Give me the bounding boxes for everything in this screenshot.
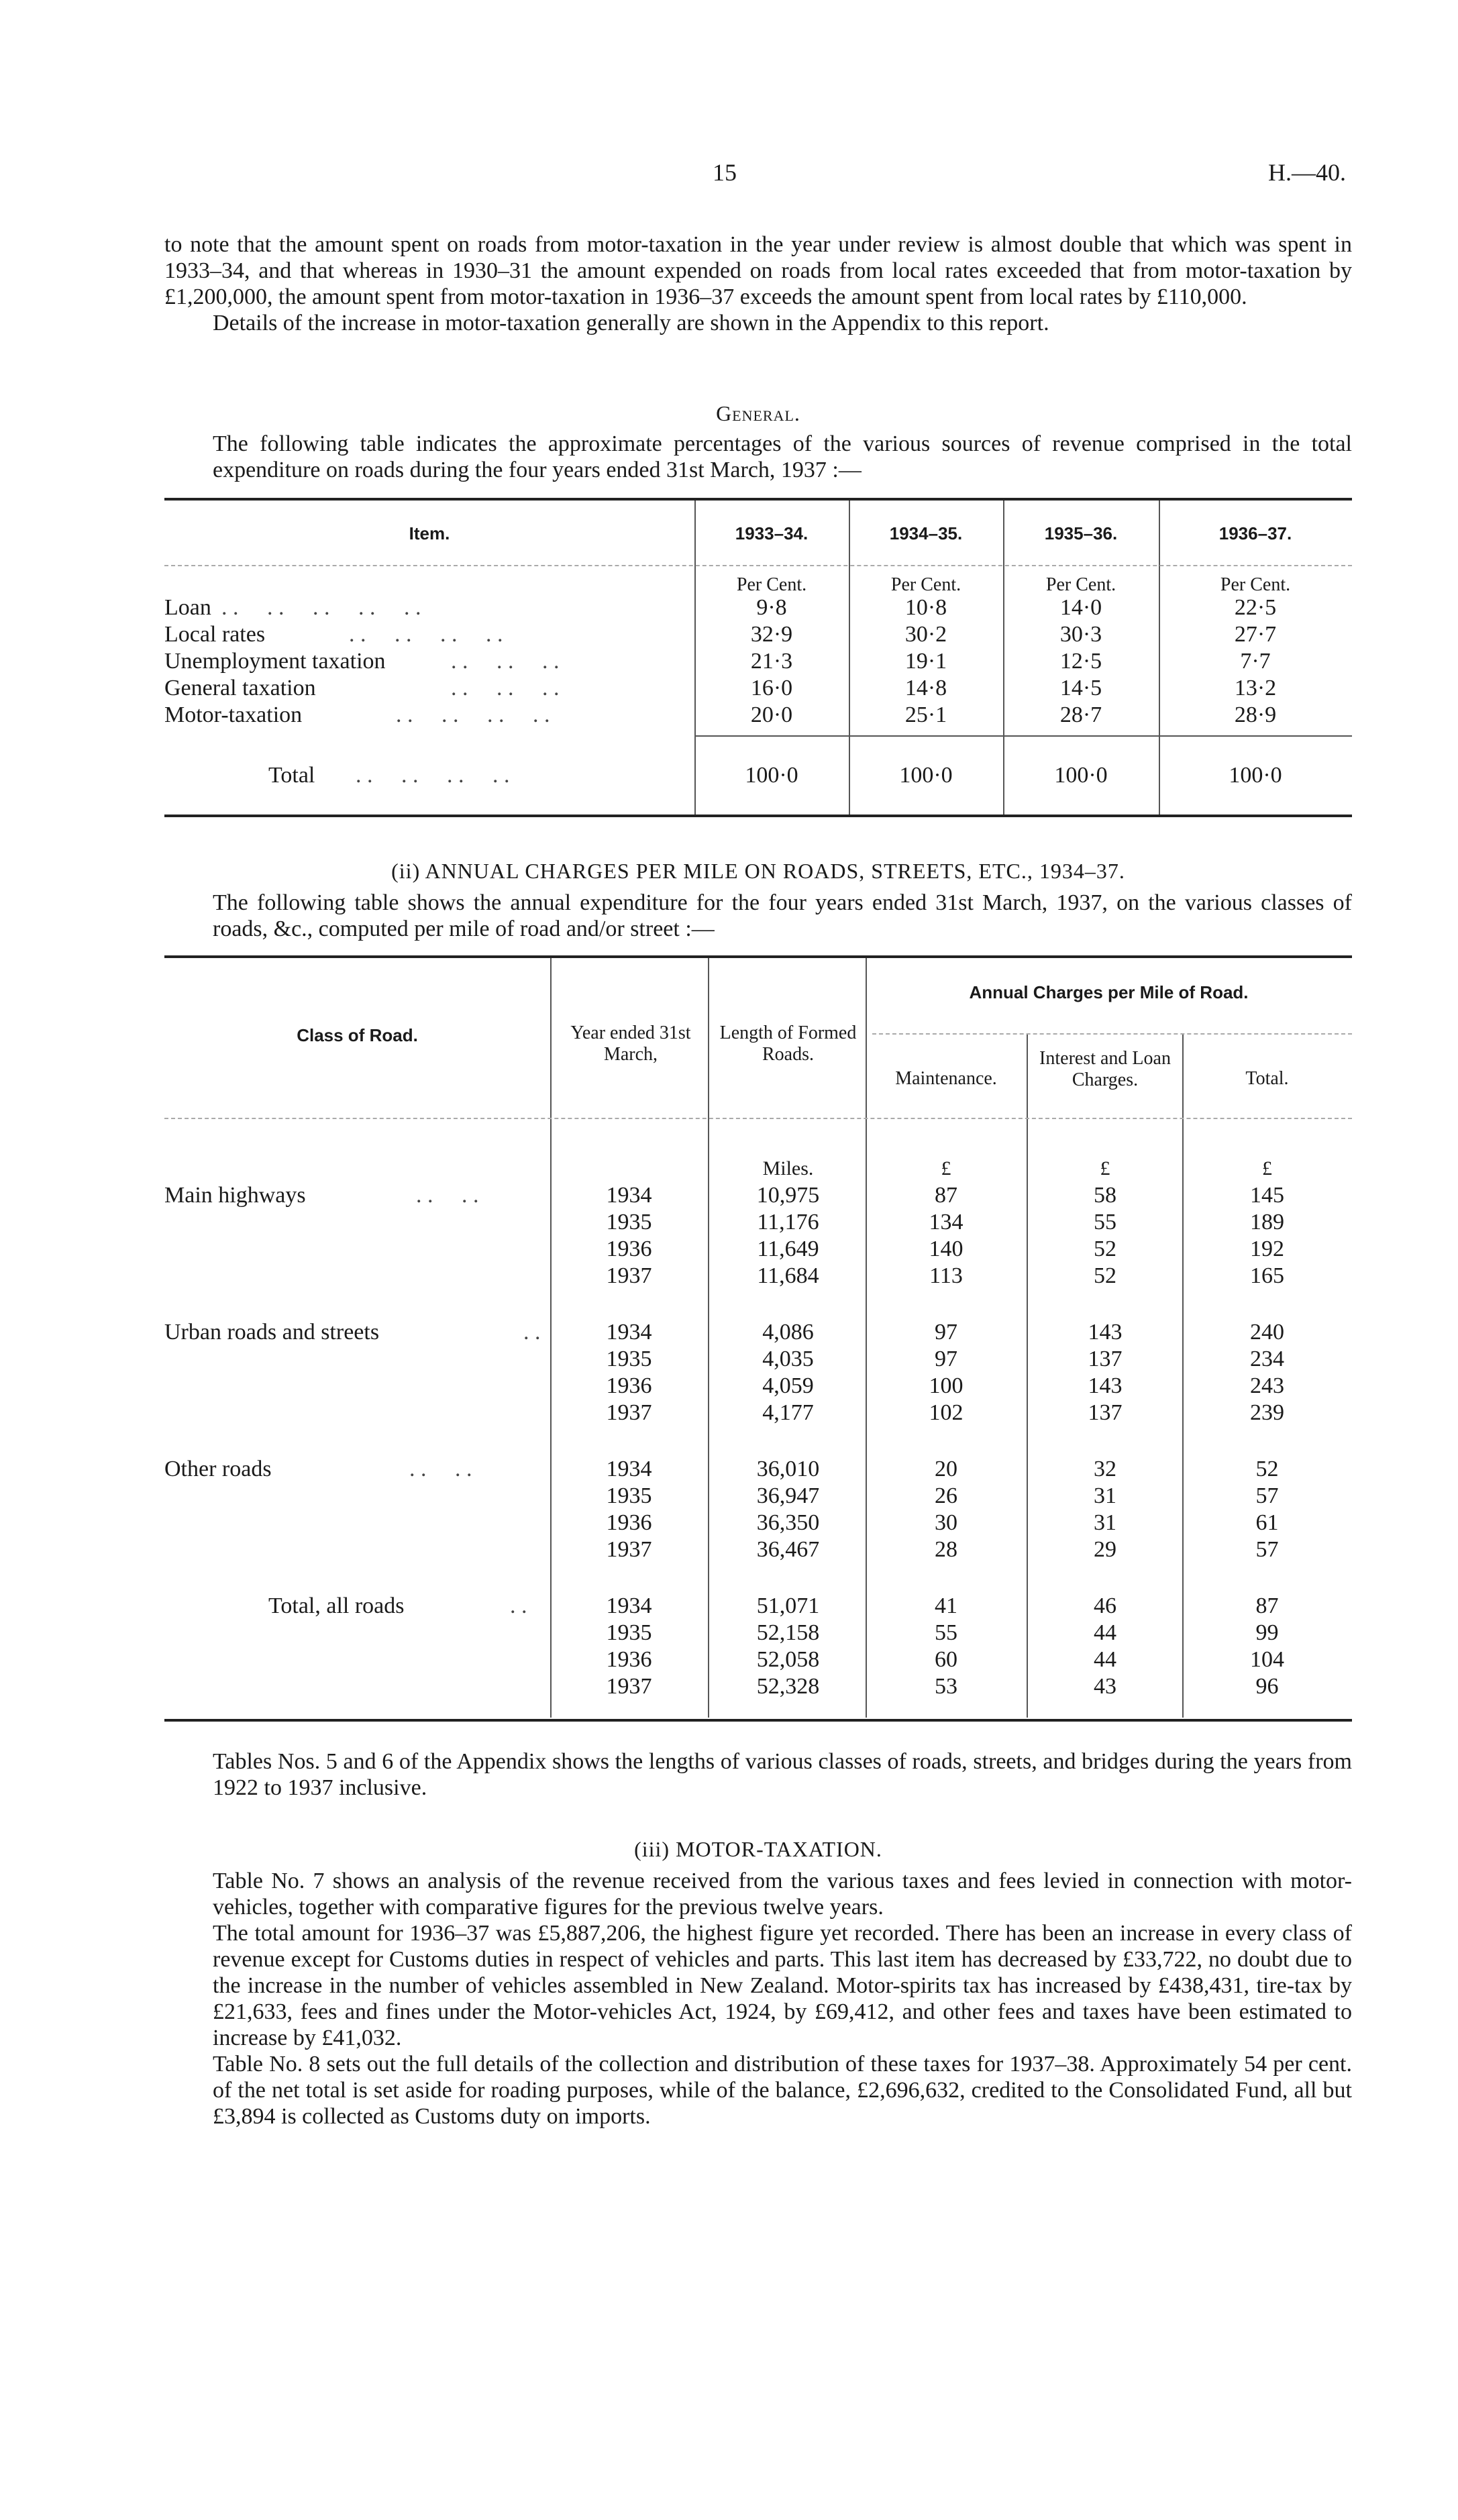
- table2-total-cell: 61: [1255, 1510, 1279, 1535]
- table2-year-cell: 1936: [606, 1510, 652, 1535]
- general-paragraph: [164, 431, 1352, 483]
- table2-length-cell: 4,177: [762, 1400, 814, 1425]
- table2-length-cell: 36,947: [756, 1483, 820, 1508]
- table2-year-cell: 1936: [606, 1237, 652, 1261]
- table1-total-cell: 100·0: [1054, 763, 1108, 788]
- table1-cell: 14·0: [1059, 595, 1102, 620]
- table2-total-cell: 99: [1255, 1620, 1279, 1645]
- table2-class-header: Class of Road.: [297, 1025, 418, 1045]
- table2-maintenance-cell: 20: [935, 1457, 957, 1481]
- table2-total-cell: 240: [1250, 1320, 1284, 1345]
- section3-paragraphs: [164, 1868, 1352, 2130]
- table2-year-cell: 1936: [606, 1647, 652, 1672]
- table2-group-leader: . .: [523, 1320, 541, 1345]
- table2-interest-cell: 46: [1094, 1593, 1116, 1618]
- table2-year-cell: 1934: [606, 1457, 652, 1481]
- table1-cell: 30·2: [904, 622, 947, 647]
- table2-maintenance-cell: 102: [929, 1400, 964, 1425]
- table1-cell: 30·3: [1059, 622, 1102, 647]
- table2-length-cell: 51,071: [756, 1593, 820, 1618]
- section2-paragraph: [164, 890, 1352, 942]
- table1-cell: 7·7: [1240, 649, 1271, 674]
- table2-length-cell: 4,086: [762, 1320, 814, 1345]
- table2-interest-cell: 137: [1088, 1347, 1123, 1371]
- intro-paragraph: [164, 231, 1352, 336]
- table1-cell: 14·5: [1059, 676, 1102, 700]
- table2-maintenance-cell: 113: [929, 1263, 963, 1288]
- table2-group-label: Total, all roads: [268, 1593, 405, 1618]
- section3-paragraph-1: Table No. 7 shows an analysis of the revenue received from the various taxes and fees levied in connection with motor-vehicles, together with comparative figures for the previous twelve years.: [213, 1869, 1352, 1920]
- table1-unit: Per Cent.: [1045, 574, 1116, 595]
- table2-maintenance-cell: 140: [929, 1237, 964, 1261]
- table2-maintenance-cell: 100: [929, 1373, 964, 1398]
- table2-interest-cell: 31: [1094, 1510, 1116, 1535]
- table2-interest-header: Interest and Loan Charges.: [1039, 1048, 1171, 1090]
- table2-length-cell: 4,035: [762, 1347, 814, 1371]
- table2-year-cell: 1937: [606, 1400, 652, 1425]
- table2-year-cell: 1934: [606, 1183, 652, 1208]
- table2-unit: £: [941, 1157, 951, 1179]
- section3-paragraph-3: Table No. 8 sets out the full details of the collection and distribution of these taxes for 1937–38. Approximately 54 per cent. of the net total is set aside for roading purposes, while of the balance, £2,696,632, credited to the Consolidated Fund, all but £3,894 is collected as Customs duty on imports.: [213, 2052, 1352, 2129]
- table1-row-leader: . . . . . .: [451, 649, 560, 674]
- table2-interest-cell: 44: [1094, 1620, 1116, 1645]
- table2-interest-cell: 32: [1094, 1457, 1116, 1481]
- table2-total-cell: 104: [1250, 1647, 1284, 1672]
- table2-maintenance-cell: 87: [935, 1183, 957, 1208]
- table2-length-header: Length of Formed Roads.: [719, 1022, 857, 1065]
- table2-maintenance-cell: 53: [935, 1674, 957, 1699]
- table1-cell: 12·5: [1059, 649, 1102, 674]
- table1-unit: Per Cent.: [736, 574, 807, 595]
- table2-length-cell: 36,350: [756, 1510, 820, 1535]
- table2-maintenance-cell: 41: [935, 1593, 957, 1618]
- table2-interest-cell: 31: [1094, 1483, 1116, 1508]
- table2-total-cell: 87: [1255, 1593, 1279, 1618]
- table2-maintenance-cell: 28: [935, 1537, 957, 1562]
- appendix-tables-paragraph: [164, 1748, 1352, 1801]
- table2-maintenance-cell: 97: [935, 1320, 957, 1345]
- document-reference: H.—40.: [1268, 159, 1346, 186]
- appendix-tables-text: Tables Nos. 5 and 6 of the Appendix shows the lengths of various classes of roads, streets, and bridges during the years from 1922 to 1937 inclusive.: [213, 1749, 1352, 1800]
- table1-cell: 27·7: [1234, 622, 1277, 647]
- table2-length-cell: 11,684: [757, 1263, 819, 1288]
- table2-year-cell: 1934: [606, 1593, 652, 1618]
- table2-maintenance-cell: 55: [935, 1620, 957, 1645]
- table2-group-leader: . . . .: [416, 1183, 479, 1208]
- table1-row-label: Unemployment taxation: [164, 649, 386, 674]
- section2-paragraph-text: The following table shows the annual expenditure for the four years ended 31st March, 1937, on the various classes of roads, &c., computed per mile of road and/or street :—: [213, 890, 1352, 941]
- table1-total-cell: 100·0: [1229, 763, 1282, 788]
- table2-length-cell: 36,467: [756, 1537, 820, 1562]
- table1-row-leader: . . . . . . . . . .: [221, 595, 421, 620]
- table1-cell: 16·0: [750, 676, 793, 700]
- table1-cell: 10·8: [904, 595, 947, 620]
- general-paragraph-text: The following table indicates the approximate percentages of the various sources of revenue comprised in the total expenditure on roads during the four years ended 31st March, 1937 :—: [213, 431, 1352, 482]
- table1-total-cell: 100·0: [899, 763, 953, 788]
- table1-cell: 28·9: [1234, 702, 1277, 727]
- table2-interest-cell: 137: [1088, 1400, 1123, 1425]
- table2-length-cell: 52,058: [756, 1647, 820, 1672]
- table1-cell: 32·9: [750, 622, 793, 647]
- table2-group-header: Annual Charges per Mile of Road.: [969, 982, 1249, 1002]
- table1-cell: 9·8: [756, 595, 787, 620]
- section3-heading: (iii) MOTOR-TAXATION.: [634, 1837, 882, 1861]
- table2-year-cell: 1937: [606, 1537, 652, 1562]
- section3-paragraph-2: The total amount for 1936–37 was £5,887,206, the highest figure yet recorded. There has been an increase in every class of revenue except for Customs duties in respect of vehicles and parts. This last item has decreased by £33,722, no doubt due to the increase in the number of vehicles assembled in New Zealand. Motor-spirits tax has increased by £438,431, tire-tax by £21,633, fees and fines under the Motor-vehicles Act, 1924, by £69,412, and other fees and taxes have been estimated to increase by £41,032.: [213, 1921, 1352, 2050]
- table1-cell: 25·1: [904, 702, 947, 727]
- table1-item-header: Item.: [409, 523, 450, 543]
- table2-year-header: Year ended 31st March,: [570, 1022, 691, 1065]
- table2-interest-cell: 143: [1088, 1320, 1123, 1345]
- table1-cell: 22·5: [1234, 595, 1277, 620]
- table2-year-cell: 1935: [606, 1210, 652, 1235]
- table2-length-cell: 52,328: [756, 1674, 820, 1699]
- table2-year-cell: 1935: [606, 1620, 652, 1645]
- table2-length-cell: 36,010: [756, 1457, 820, 1481]
- table2-total-cell: 243: [1250, 1373, 1284, 1398]
- table1-total-label: Total: [268, 763, 315, 788]
- table2-interest-cell: 52: [1094, 1263, 1116, 1288]
- table2-group-label: Other roads: [164, 1457, 272, 1481]
- table2-maintenance-cell: 134: [929, 1210, 964, 1235]
- table2-length-cell: 11,649: [757, 1237, 819, 1261]
- table1-unit: Per Cent.: [1220, 574, 1291, 595]
- table2-year-cell: 1934: [606, 1320, 652, 1345]
- appendix-note: Details of the increase in motor-taxation generally are shown in the Appendix to this report.: [213, 311, 1049, 335]
- table1-row-label: Motor-taxation: [164, 702, 303, 727]
- table2-interest-cell: 43: [1094, 1674, 1116, 1699]
- table1-cell: 13·2: [1234, 676, 1277, 700]
- table2-maintenance-header: Maintenance.: [895, 1068, 997, 1089]
- table2-maintenance-cell: 60: [935, 1647, 957, 1672]
- table2-interest-cell: 143: [1088, 1373, 1123, 1398]
- table2-interest-cell: 58: [1094, 1183, 1116, 1208]
- table1-total-leader: . . . . . . . .: [356, 763, 510, 788]
- table2-year-cell: 1936: [606, 1373, 652, 1398]
- table2-interest-cell: 29: [1094, 1537, 1116, 1562]
- table2-group-leader: . .: [510, 1593, 527, 1618]
- table1-year-header: 1935–36.: [1044, 523, 1118, 543]
- table2-interest-cell: 44: [1094, 1647, 1116, 1672]
- table1-year-header: 1933–34.: [735, 523, 809, 543]
- table1-row-label: General taxation: [164, 676, 316, 700]
- table2-maintenance-cell: 97: [935, 1347, 957, 1371]
- table1-year-header: 1936–37.: [1218, 523, 1292, 543]
- table1-row-label: Loan: [164, 595, 211, 620]
- table1-row-label: Local rates: [164, 622, 266, 647]
- table1-row-leader: . . . . . .: [451, 676, 560, 700]
- table1-cell: 21·3: [750, 649, 793, 674]
- table1-cell: 20·0: [750, 702, 793, 727]
- table2-group-label: Main highways: [164, 1183, 306, 1208]
- table1-total-cell: 100·0: [745, 763, 798, 788]
- table2-total-cell: 57: [1255, 1537, 1279, 1562]
- table2-length-cell: 11,176: [757, 1210, 819, 1235]
- table2-length-cell: 10,975: [756, 1183, 820, 1208]
- table2-total-cell: 52: [1255, 1457, 1279, 1481]
- table2-total-header: Total.: [1245, 1068, 1289, 1089]
- table1-year-header: 1934–35.: [889, 523, 963, 543]
- table2-total-cell: 189: [1250, 1210, 1284, 1235]
- table2-maintenance-cell: 26: [935, 1483, 957, 1508]
- table2-total-cell: 234: [1250, 1347, 1284, 1371]
- table2-year-cell: 1935: [606, 1483, 652, 1508]
- table2-year-cell: 1937: [606, 1263, 652, 1288]
- page-number: 15: [713, 159, 737, 186]
- table1-cell: 19·1: [904, 649, 947, 674]
- table2-year-cell: 1935: [606, 1347, 652, 1371]
- table1-row-leader: . . . . . . . .: [349, 622, 503, 647]
- table2-total-cell: 145: [1250, 1183, 1284, 1208]
- table2-total-cell: 192: [1250, 1237, 1284, 1261]
- table2-total-cell: 239: [1250, 1400, 1284, 1425]
- table2-unit: Miles.: [762, 1157, 814, 1179]
- table2-maintenance-cell: 30: [935, 1510, 957, 1535]
- table2-total-cell: 57: [1255, 1483, 1279, 1508]
- table2-group-label: Urban roads and streets: [164, 1320, 380, 1345]
- table2-interest-cell: 52: [1094, 1237, 1116, 1261]
- table2-total-cell: 165: [1250, 1263, 1284, 1288]
- table1-unit: Per Cent.: [890, 574, 961, 595]
- table2-group-leader: . . . .: [409, 1457, 472, 1481]
- table2-unit: £: [1262, 1157, 1272, 1179]
- table1-row-leader: . . . . . . . .: [396, 702, 550, 727]
- table2-length-cell: 4,059: [762, 1373, 814, 1398]
- table2-interest-cell: 55: [1094, 1210, 1116, 1235]
- table2-unit: £: [1100, 1157, 1110, 1179]
- table2-length-cell: 52,158: [756, 1620, 820, 1645]
- intro-paragraph-text: to note that the amount spent on roads from motor-taxation in the year under review is almost double that which was spent in 1933–34, and that whereas in 1930–31 the amount expended on roads from local rates exceeded that from motor-taxation by £1,200,000, the amount spent from motor-taxation in 1936–37 exceeds the amount spent from local rates by £110,000.: [164, 232, 1352, 309]
- table1-cell: 28·7: [1059, 702, 1102, 727]
- table1-cell: 14·8: [904, 676, 947, 700]
- table2-year-cell: 1937: [606, 1674, 652, 1699]
- general-heading: General.: [716, 401, 800, 425]
- section2-heading: (ii) ANNUAL CHARGES PER MILE ON ROADS, STREETS, ETC., 1934–37.: [391, 859, 1125, 883]
- table2-total-cell: 96: [1255, 1674, 1279, 1699]
